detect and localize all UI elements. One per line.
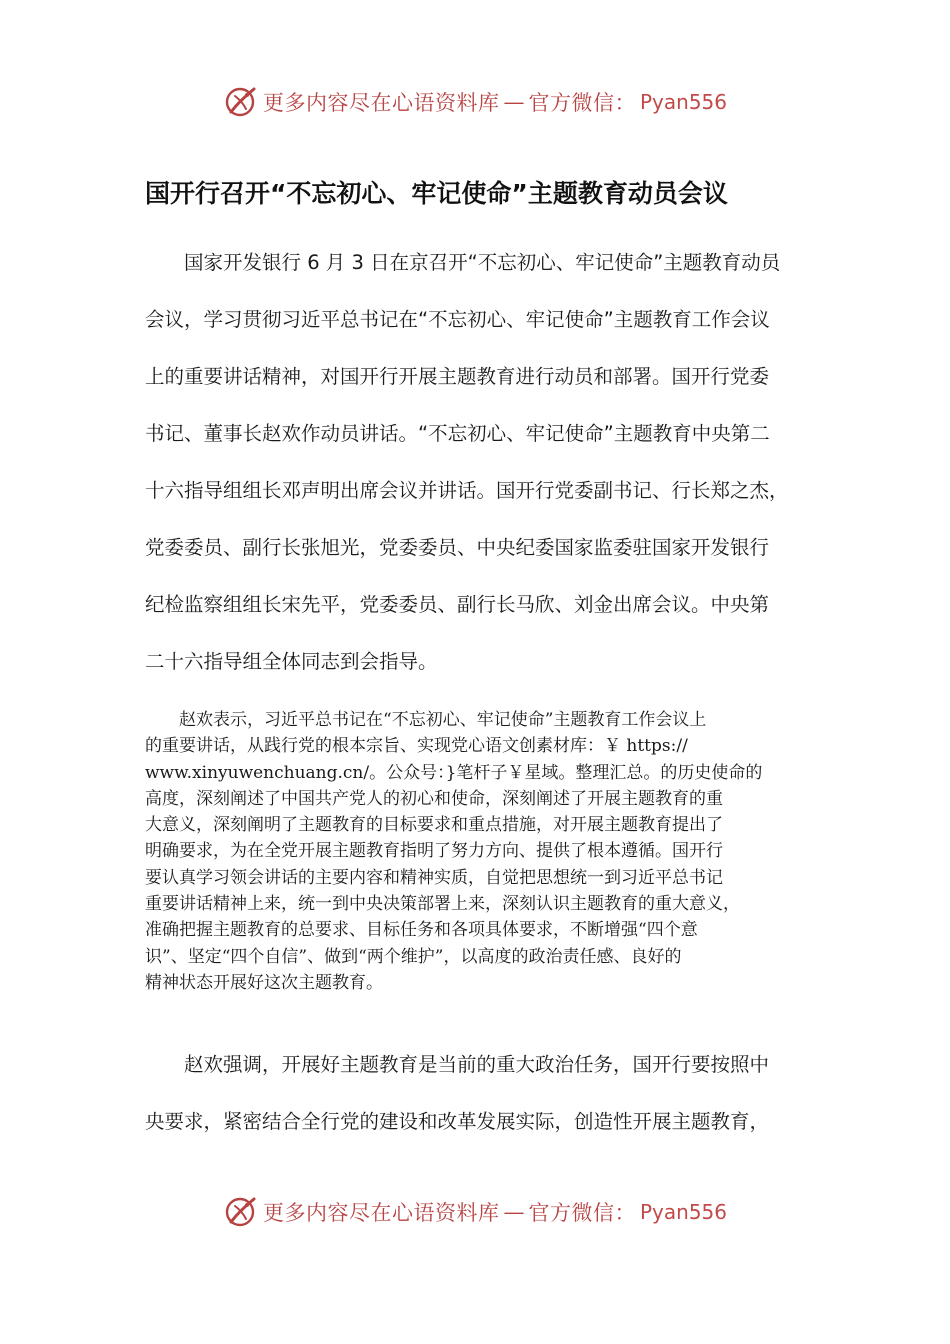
text-line: 重要讲话精神上来，统一到中央决策部署上来，深刻认识主题教育的重大意义，	[145, 894, 740, 915]
text-line: 要认真学习领会讲话的主要内容和精神实质，自觉把思想统一到习近平总书记	[145, 867, 723, 888]
text-line: 赵欢强调，开展好主题教育是当前的重大政治任务，国开行要按照中	[145, 1053, 770, 1076]
document-title: 国开行召开“不忘初心、牢记使命”主题教育动员会议	[145, 179, 728, 208]
header-watermark	[0, 77, 950, 127]
text-line: 书记、董事长赵欢作动员讲话。“不忘初心、牢记使命”主题教育中央第二	[145, 422, 770, 445]
paragraph-3	[145, 1036, 813, 1150]
watermark-site-text: 更多内容尽在心语资料库	[262, 91, 500, 115]
brush-logo-icon	[223, 1194, 259, 1230]
footer-watermark-inner	[223, 1194, 727, 1230]
watermark-wechat-id: Pyan556	[639, 1200, 727, 1224]
brush-logo-icon	[223, 84, 259, 120]
text-line: 大意义，深刻阐明了主题教育的目标要求和重点措施，对开展主题教育提出了	[145, 815, 723, 836]
header-watermark-inner	[223, 84, 727, 120]
paragraph-2	[145, 707, 813, 996]
text-line: 赵欢表示，习近平总书记在“不忘初心、牢记使命”主题教育工作会议上	[145, 710, 707, 730]
text-line: 国家开发银行 6 月 3 日在京召开“不忘初心、牢记使命”主题教育动员	[145, 251, 781, 274]
paragraph-1	[145, 234, 813, 690]
text-line: 高度，深刻阐述了中国共产党人的初心和使命，深刻阐述了开展主题教育的重	[145, 788, 723, 809]
text-line: www.xinyuwenchuang.cn/。公众号：}笔杆子￥星域。整理汇总。的历史使命的	[145, 762, 763, 783]
text-line: 上的重要讲话精神，对国开行开展主题教育进行动员和部署。国开行党委	[145, 365, 770, 388]
text-line: 党委委员、副行长张旭光，党委委员、中央纪委国家监委驻国家开发银行	[145, 536, 770, 559]
text-line: 准确把握主题教育的总要求、目标任务和各项具体要求，不断增强“四个意	[145, 920, 698, 941]
watermark-wechat-label: 官方微信：	[528, 1201, 636, 1225]
text-line: 明确要求，为在全党开展主题教育指明了努力方向、提供了根本遵循。国开行	[145, 841, 723, 862]
text-line: 二十六指导组全体同志到会指导。	[145, 650, 438, 673]
text-line: 纪检监察组组长宋先平，党委委员、副行长马欣、刘金出席会议。中央第	[145, 593, 770, 616]
text-line: 十六指导组组长邓声明出席会议并讲话。国开行党委副书记、行长郑之杰，	[145, 479, 789, 502]
text-line: 的重要讲话，从践行党的根本宗旨、实现党心语文创素材库：￥ https://	[145, 736, 688, 757]
watermark-site-text: 更多内容尽在心语资料库	[262, 1201, 500, 1225]
watermark-wechat-label: 官方微信：	[528, 91, 636, 115]
text-line: 会议，学习贯彻习近平总书记在“不忘初心、牢记使命”主题教育工作会议	[145, 308, 770, 331]
watermark-separator: —	[503, 90, 525, 114]
watermark-separator: —	[503, 1200, 525, 1224]
footer-watermark	[0, 1187, 950, 1237]
text-line: 央要求，紧密结合全行党的建设和改革发展实际，创造性开展主题教育，	[145, 1110, 770, 1133]
text-line: 精神状态开展好这次主题教育。	[145, 972, 383, 993]
watermark-wechat-id: Pyan556	[639, 90, 727, 114]
text-line: 识”、坚定“四个自信”、做到“两个维护”，以高度的政治责任感、良好的	[145, 946, 682, 967]
